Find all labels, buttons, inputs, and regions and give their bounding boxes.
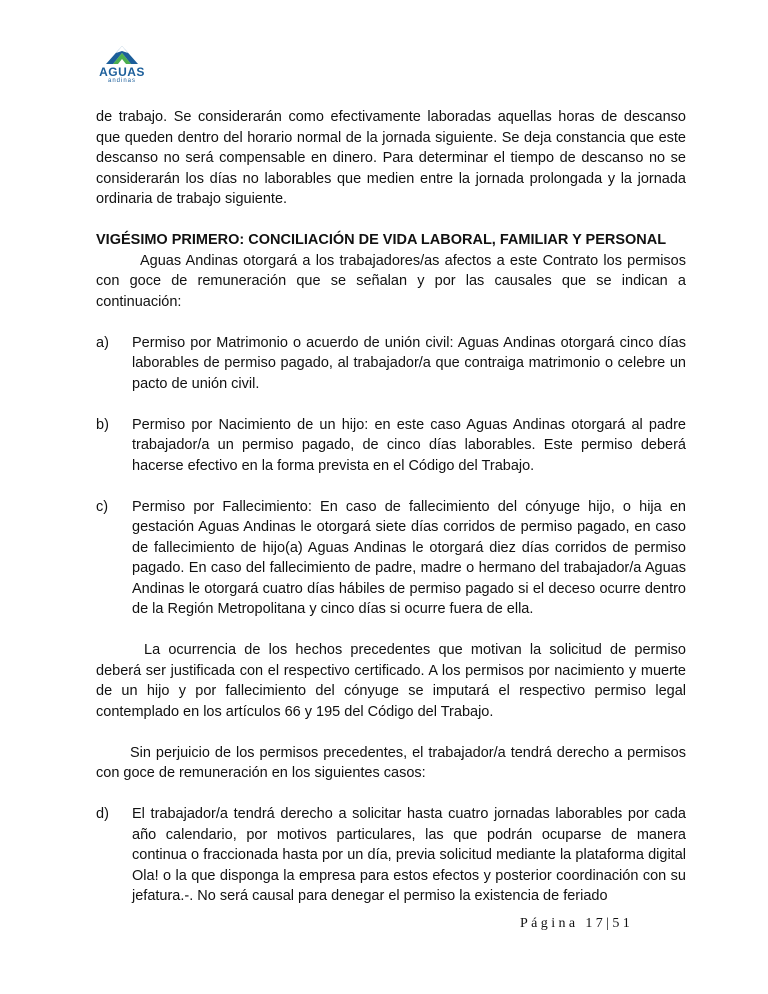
logo-subtext: andinas bbox=[107, 78, 137, 84]
list-item bbox=[96, 415, 686, 477]
list-item bbox=[96, 497, 686, 620]
list-item-label: b) bbox=[96, 416, 109, 433]
list-item-text: Permiso por Matrimonio o acuerdo de unión civil: Aguas Andinas otorgará cinco días laborables de permiso pagado, al trabajador/a que contraiga matrimonio o celebre un pacto de unión civil. bbox=[132, 334, 686, 392]
list-item-text: El trabajador/a tendrá derecho a solicitar hasta cuatro jornadas laborables por cada año calendario, por motivos particulares, las que podrán ocuparse de manera continua o fraccionada hasta por un día, previa solicitud mediante la plataforma digital Ola! o la que disponga la empresa para estos efectos y posterior coordinación con su jefatura.-. No será causal para denegar el permiso la existencia de feriado bbox=[132, 806, 686, 904]
company-logo bbox=[96, 44, 148, 86]
list-item-text: Permiso por Nacimiento de un hijo: en este caso Aguas Andinas otorgará al padre trabajador/a un permiso pagado, de cinco días laborables. Este permiso deberá hacerse efectivo en la forma prevista en el Código del Trabajo. bbox=[132, 416, 686, 474]
list-item-text: Permiso por Fallecimiento: En caso de fallecimiento del cónyuge hijo, o hija en gestación Aguas Andinas le otorgará siete días corridos de permiso pagado, en caso de fallecimiento de hijo(a) Aguas Andinas le otorgará diez días corridos de permiso pagado. En caso del fallecimiento de padre, madre o hermano del trabajador/a Aguas Andinas le otorgará cuatro días hábiles de permiso pagado si el deceso ocurre dentro de la Región Metropolitana y cinco días si ocurre fuera de ella. bbox=[132, 498, 686, 617]
section-heading: VIGÉSIMO PRIMERO: CONCILIACIÓN DE VIDA LABORAL, FAMILIAR Y PERSONAL bbox=[96, 232, 667, 248]
list-item-label: a) bbox=[96, 334, 109, 351]
paragraph-without-prejudice: Sin perjuicio de los permisos precedentes, el trabajador/a tendrá derecho a permisos con goce de remuneración en los siguientes casos: bbox=[96, 744, 686, 781]
paragraph-intro: de trabajo. Se considerarán como efectivamente laboradas aquellas horas de descanso que queden dentro del horario normal de la jornada siguiente. Se deja constancia que este descanso no será compensable en dinero. Para determinar el tiempo de descanso no se considerarán los días no laborables que medien entre la jornada prolongada y la jornada ordinaria de trabajo siguiente. bbox=[96, 109, 686, 207]
paragraph-section-intro: Aguas Andinas otorgará a los trabajadores/as afectos a este Contrato los permisos con goce de remuneración que se señalan y por las causales que se indican a continuación: bbox=[96, 252, 686, 310]
list-item bbox=[96, 804, 686, 907]
mountain-logo-icon bbox=[104, 44, 140, 66]
list-item-label: c) bbox=[96, 498, 109, 515]
list-item-label: d) bbox=[96, 806, 109, 822]
document-body bbox=[96, 107, 686, 907]
list-item bbox=[96, 333, 686, 395]
logo-text: AGUAS bbox=[99, 65, 145, 79]
page-number: Página 17|51 bbox=[520, 916, 634, 931]
paragraph-occurrence: La ocurrencia de los hechos precedentes que motivan la solicitud de permiso deberá ser justificada con el respectivo certificado. A los permisos por nacimiento y muerte de un hijo y por fallecimiento del cónyuge se imputará el respectivo permiso legal contemplado en los artículos 66 y 195 del Código del Trabajo. bbox=[96, 642, 686, 720]
